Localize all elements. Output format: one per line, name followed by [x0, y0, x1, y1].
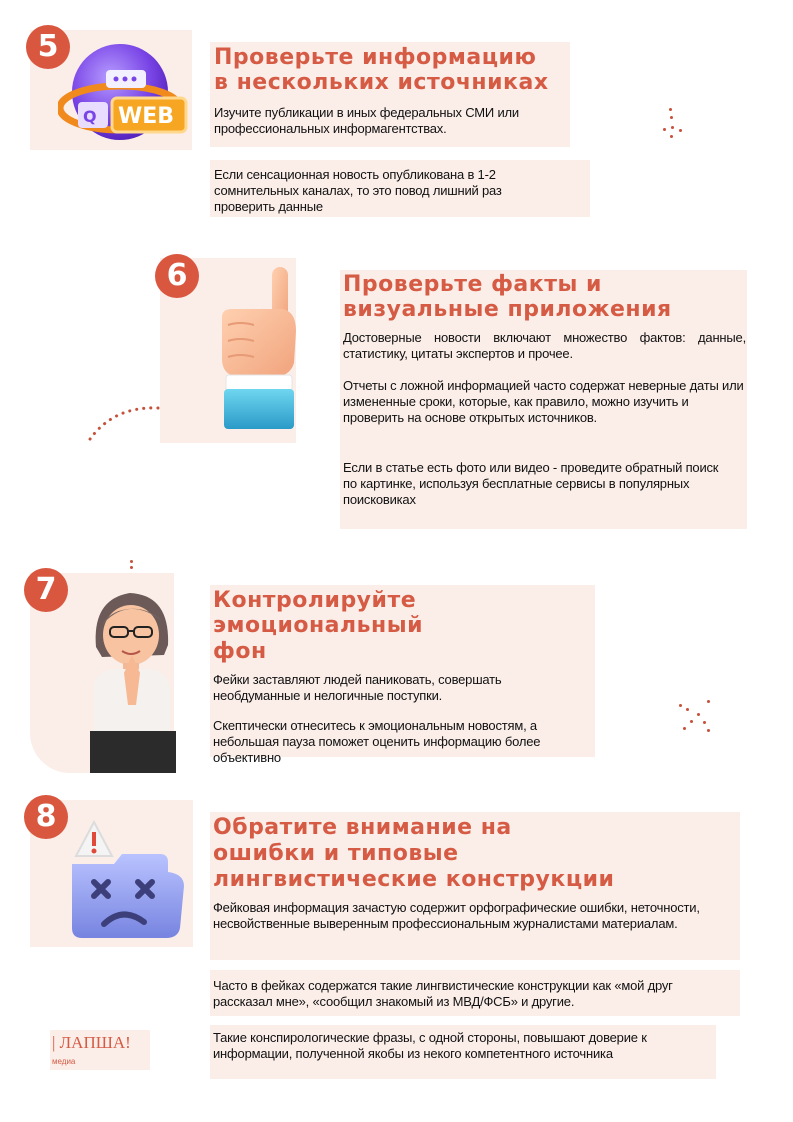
- logo-subtitle: медиа: [52, 1057, 76, 1066]
- section-8-title-line3: лингвистические конструкции: [213, 867, 615, 892]
- decor-dot: [130, 560, 133, 563]
- section-5-paragraph-1: Изучите публикации в иных федеральных СМИ или профессиональных информагентствах.: [214, 105, 519, 136]
- decor-dot: [663, 128, 666, 131]
- section-8-title-line2: ошибки и типовые: [213, 841, 459, 866]
- decor-dot: [683, 727, 686, 730]
- decor-dotted-arc: [82, 400, 162, 450]
- decor-dot: [679, 129, 682, 132]
- web-label: WEB: [118, 104, 175, 129]
- section-8-title-line1: Обратите внимание на: [213, 815, 512, 840]
- section-6-paragraph-3: Если в статье есть фото или видео - проведите обратный поиск по картинке, используя бесплатные сервисы в популярных поисковиках: [343, 460, 719, 507]
- logo-wordmark: | ЛАПША!: [52, 1033, 131, 1052]
- decor-dot: [686, 708, 689, 711]
- error-folder-icon: [68, 816, 192, 942]
- svg-text:Q: Q: [83, 107, 97, 126]
- decor-dot: [671, 126, 674, 129]
- web-globe-icon: [58, 40, 188, 150]
- section-7-paragraph-2: Скептически отнеситесь к эмоциональным новостям, а небольшая пауза поможет оценить информацию более объективно: [213, 718, 541, 765]
- section-5-title-line1: Проверьте информацию: [214, 45, 537, 70]
- section-5-title-line2: в нескольких источниках: [214, 70, 549, 95]
- section-8-paragraph-1: Фейковая информация зачастую содержит орфографические ошибки, неточности, несвойственные выверенным профессиональным журналистами материалам.: [213, 900, 700, 931]
- decor-dot: [707, 700, 710, 703]
- section-6-title-line2: визуальные приложения: [343, 297, 672, 322]
- section-7-title-line1: Контролируйте: [213, 588, 417, 613]
- section-6-number-badge: 6: [155, 254, 199, 298]
- section-5-paragraph-2: Если сенсационная новость опубликована в 1-2 сомнительных каналах, то это повод лишний раз проверить данные: [214, 167, 502, 214]
- decor-dot: [670, 116, 673, 119]
- section-8-paragraph-3: Такие конспирологические фразы, с одной стороны, повышают доверие к информации, полученной якобы из некого компетентного источника: [213, 1030, 647, 1061]
- section-6-paragraph-2: Отчеты с ложной информацией часто содержат неверные даты или измененные сроки, которые, как правило, можно изучить и проверить на основе открытых источников.: [343, 378, 744, 425]
- section-6-title-line1: Проверьте факты и: [343, 272, 602, 297]
- section-5-number-badge: 5: [26, 25, 70, 69]
- section-6-paragraph-1: Достоверные новости включают множество фактов: данные, статистику, цитаты экспертов и прочее.: [343, 330, 746, 361]
- section-7-title-line2: эмоциональный: [213, 613, 424, 638]
- pointing-hand-icon: [210, 265, 300, 435]
- section-7-title-line3: фон: [213, 639, 267, 664]
- decor-dot: [707, 729, 710, 732]
- decor-dot: [670, 135, 673, 138]
- section-7-paragraph-1: Фейки заставляют людей паниковать, совершать необдуманные и нелогичные поступки.: [213, 672, 502, 703]
- decor-dot: [130, 566, 133, 569]
- decor-dot: [679, 704, 682, 707]
- decor-dot: [669, 108, 672, 111]
- section-8-paragraph-2: Часто в фейках содержатся такие лингвистические конструкции как «мой друг рассказал мне», «сообщил знакомый из МВД/ФСБ» и другие.: [213, 978, 673, 1009]
- meditating-woman-icon: [88, 585, 178, 773]
- decor-dot: [703, 721, 706, 724]
- section-7-number-badge: 7: [24, 568, 68, 612]
- section-8-number-badge: 8: [24, 795, 68, 839]
- decor-dot: [690, 720, 693, 723]
- decor-dot: [697, 713, 700, 716]
